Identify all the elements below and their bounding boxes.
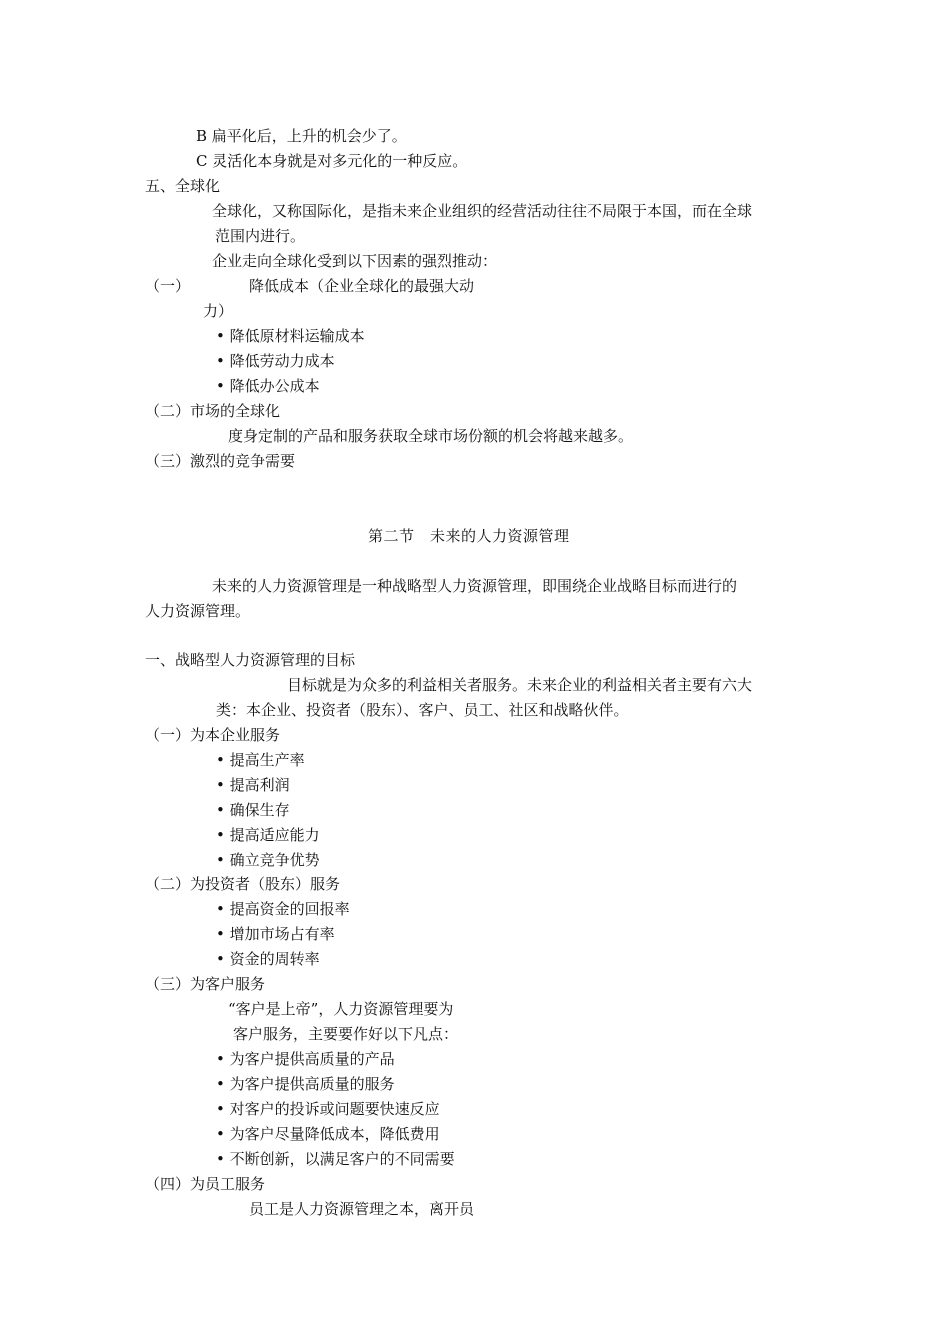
list-item: • 提高适应能力 bbox=[216, 826, 320, 844]
globalization-heading: 五、全球化 bbox=[145, 177, 221, 195]
goal-line2: 类：本企业、投资者（股东）、客户、员工、社区和战略伙伴。 bbox=[216, 701, 629, 719]
list-item: • 为客户提供高质量的服务 bbox=[216, 1075, 395, 1093]
section-intro-line1: 未来的人力资源管理是一种战略型人力资源管理，即围绕企业战略目标而进行的 bbox=[212, 577, 738, 595]
intro-line-b: B 扁平化后，上升的机会少了。 bbox=[196, 127, 407, 145]
sub4-description: 员工是人力资源管理之本，离开员 bbox=[249, 1200, 475, 1218]
intro-line-c: C 灵活化本身就是对多元化的一种反应。 bbox=[196, 152, 468, 170]
list-item: • 降低劳动力成本 bbox=[216, 352, 335, 370]
globalization-definition-line1: 全球化，又称国际化，是指未来企业组织的经营活动往往不局限于本国，而在全球 bbox=[212, 202, 753, 220]
sub3-description-line1: “客户是上帝”，人力资源管理要为 bbox=[228, 1000, 454, 1018]
driver1-label: （一） bbox=[145, 277, 191, 295]
sub2-heading: （二）为投资者（股东）服务 bbox=[145, 875, 341, 893]
globalization-drivers-intro: 企业走向全球化受到以下因素的强烈推动： bbox=[212, 252, 498, 270]
list-item: • 提高资金的回报率 bbox=[216, 900, 350, 918]
list-item: • 降低原材料运输成本 bbox=[216, 327, 365, 345]
list-item: • 提高利润 bbox=[216, 776, 290, 794]
list-item: • 确保生存 bbox=[216, 801, 290, 819]
list-item: • 降低办公成本 bbox=[216, 377, 320, 395]
goal-line1: 目标就是为众多的利益相关者服务。未来企业的利益相关者主要有六大 bbox=[287, 676, 753, 694]
list-item: • 对客户的投诉或问题要快速反应 bbox=[216, 1100, 440, 1118]
list-item: • 不断创新，以满足客户的不同需要 bbox=[216, 1150, 455, 1168]
list-item: • 提高生产率 bbox=[216, 751, 305, 769]
sub3-description-line2: 客户服务，主要要作好以下凡点： bbox=[233, 1025, 459, 1043]
driver1-text-cont: 力） bbox=[203, 302, 234, 320]
section-title: 第二节 未来的人力资源管理 bbox=[368, 527, 570, 545]
driver2-heading: （二）市场的全球化 bbox=[145, 402, 281, 420]
strategic-heading: 一、战略型人力资源管理的目标 bbox=[145, 651, 356, 669]
driver1-text: 降低成本（企业全球化的最强大动 bbox=[249, 277, 475, 295]
list-item: • 为客户尽量降低成本，降低费用 bbox=[216, 1125, 440, 1143]
list-item: • 增加市场占有率 bbox=[216, 925, 335, 943]
globalization-definition-line2: 范围内进行。 bbox=[215, 227, 306, 245]
driver3-heading: （三）激烈的竞争需要 bbox=[145, 452, 296, 470]
sub4-heading: （四）为员工服务 bbox=[145, 1175, 266, 1193]
list-item: • 确立竞争优势 bbox=[216, 851, 320, 869]
sub3-heading: （三）为客户服务 bbox=[145, 975, 266, 993]
list-item: • 资金的周转率 bbox=[216, 950, 320, 968]
driver2-description: 度身定制的产品和服务获取全球市场份额的机会将越来越多。 bbox=[228, 427, 634, 445]
section-intro-line2: 人力资源管理。 bbox=[145, 602, 251, 620]
sub1-heading: （一）为本企业服务 bbox=[145, 726, 281, 744]
list-item: • 为客户提供高质量的产品 bbox=[216, 1050, 395, 1068]
